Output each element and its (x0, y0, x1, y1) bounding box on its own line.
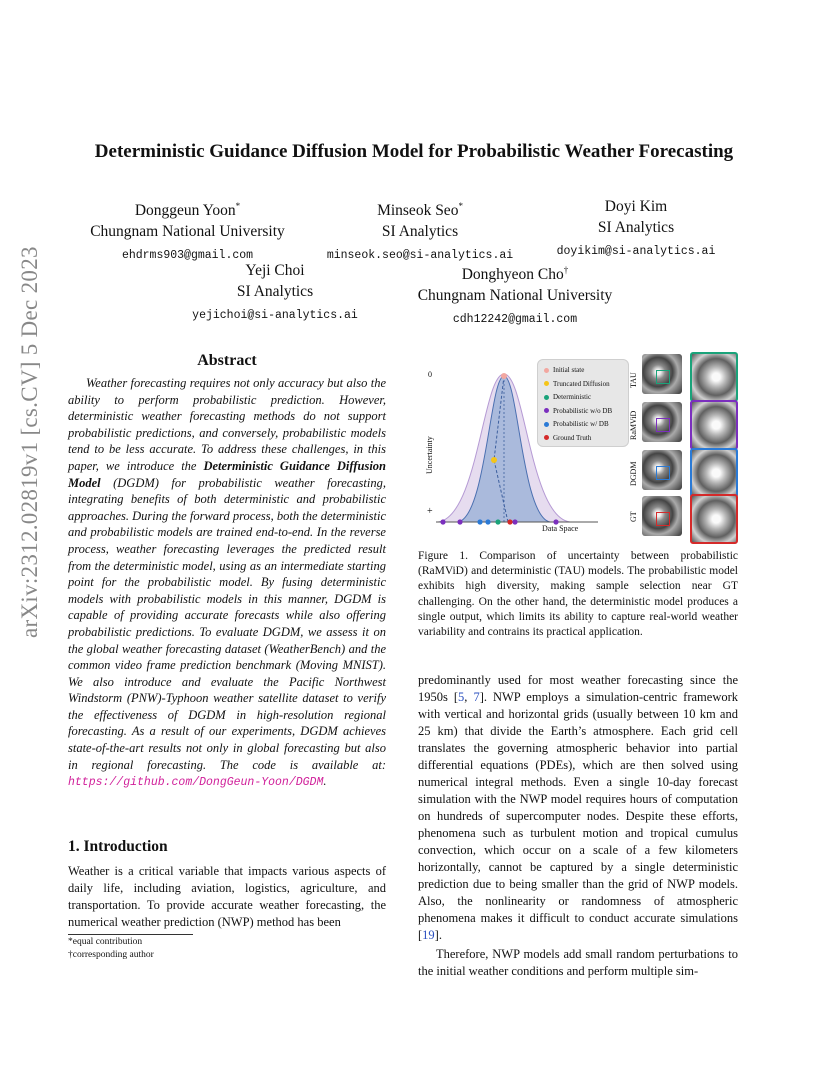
abstract-text (68, 375, 386, 792)
roi-box (656, 370, 670, 384)
intro-text: Weather is a critical variable that impacts various aspects of daily life, including aviation, logistics, agriculture, and transportation. To provide accurate weather forecasting, the numerical weather prediction (NWP) method has been (68, 864, 386, 929)
legend-item (544, 391, 628, 405)
ground-truth-point (507, 519, 512, 524)
author-2 (310, 196, 530, 266)
author-5 (405, 260, 625, 330)
deterministic-point (495, 519, 500, 524)
text-run: ]. (434, 928, 442, 942)
thumb-tau-2 (690, 352, 738, 402)
y-top-label: 0 (428, 370, 432, 379)
thumb-dgdm-2 (690, 448, 738, 498)
footnote: †corresponding author (68, 950, 154, 960)
text-run: predominantly used for most weather forecasting since the 1950s [ (418, 673, 738, 704)
abstract-heading: Abstract (197, 352, 257, 369)
author-1 (80, 196, 295, 266)
section-heading: 1. Introduction (68, 838, 168, 855)
author-affil: SI Analytics (597, 219, 675, 236)
legend-label: Probabilistic w/ DB (553, 420, 609, 428)
legend-label: Deterministic (553, 393, 592, 401)
author-email[interactable]: cdh12242@gmail.com (452, 313, 578, 327)
legend-item (544, 364, 628, 378)
author-name: Doyi Kim (604, 198, 668, 215)
legend-dot-icon (544, 422, 549, 427)
paragraph (418, 672, 738, 944)
author-3 (545, 196, 727, 262)
author-4 (170, 260, 380, 326)
author-email[interactable]: doyikim@si-analytics.ai (556, 245, 716, 258)
paragraph: Therefore, NWP models add small random perturbations to the initial weather conditions and perform multiple sim- (418, 947, 738, 978)
row-label-tau: TAU (629, 372, 638, 388)
x-axis-label: Data Space (542, 524, 579, 533)
legend-item (544, 432, 628, 446)
legend-item (544, 418, 628, 432)
author-name: Minseok Seo (377, 202, 459, 220)
citation-link[interactable]: 19 (422, 928, 435, 942)
author-affil: Chungnam National University (90, 223, 285, 241)
legend-item (544, 378, 628, 392)
author-email[interactable]: ehdrms903@gmail.com (121, 249, 254, 263)
author-affil: Chungnam National University (417, 287, 613, 305)
legend-dot-icon (544, 435, 549, 440)
legend-label: Truncated Diffusion (553, 379, 610, 388)
paper-title: Deterministic Guidance Diffusion Model for Probabilistic Weather Forecasting (94, 141, 734, 162)
abstract-part: (DGDM) for probabilistic weather forecasting, integrating benefits of both deterministic and probabilistic approaches. During the forward process, both the deterministic and probabilistic models are trained end-to-end. In the reverse process, weather forecasting leverages the predicted result from the deterministic model, using as an intermediate starting point for the probabilistic model. By fusing deterministic models with probabilistic models in this manner, DGDM is capable of providing accurate forecasts while also offering probabilistic predictions. To evaluate DGDM, we assess it on the global weather forecasting dataset (WeatherBench) and the common video frame prediction benchmark (Moving MNIST). We also introduce and evaluate the Pacific Northwest Windstorm (PNW)-Typhoon weather satellite dataset to verify the effectiveness of DGDM in high-resolution regional forecasting. As a result of our experiments, DGDM achieves state-of-the-art results not only in global forecasting but also in regional forecasting. The code is available at: (68, 475, 386, 772)
legend-dot-icon (544, 381, 549, 386)
figure-1 (418, 352, 740, 542)
abstract-end: . (323, 774, 327, 789)
roi-box (656, 418, 670, 432)
footnotes (68, 936, 386, 962)
arxiv-side-label: arXiv:2312.02819v1 [cs.CV] 5 Dec 2023 (17, 246, 42, 638)
author-affil: SI Analytics (381, 223, 459, 241)
roi-box (656, 512, 670, 526)
author-email[interactable]: minseok.seo@si-analytics.ai (326, 249, 514, 263)
author-affil: SI Analytics (236, 283, 314, 300)
legend-dot-icon (544, 368, 549, 373)
legend (537, 359, 629, 447)
author-name: Donggeun Yoon (134, 202, 236, 220)
prob-wo-db-point (457, 519, 462, 524)
author-name: Yeji Choi (245, 262, 305, 279)
row-label-ramvid: RaMViD (629, 410, 638, 440)
footnote-rule (68, 934, 193, 935)
citation-link[interactable]: 5 (458, 690, 465, 704)
legend-item (544, 405, 628, 419)
figure-caption: Figure 1. Comparison of uncertainty between probabilistic (RaMViD) and deterministic (TAU) models. The probabilistic model exhibits high diversity, making sample selection near GT challenging. On the other hand, the deterministic model produces a single output, which limits its ability to capture real-world weather variability and contrains its practical application. (418, 550, 738, 639)
legend-dot-icon (544, 395, 549, 400)
author-name: Donghyeon Cho (461, 266, 564, 284)
prob-w-db-point (477, 519, 482, 524)
prob-wo-db-point (440, 519, 445, 524)
legend-label: Ground Truth (553, 433, 592, 442)
thumb-gt-2 (690, 494, 738, 544)
legend-label: Initial state (553, 366, 585, 374)
prob-wo-db-point (512, 519, 517, 524)
text-run: ]. NWP employs a simulation-centric framework with vertical and horizontal grids (usually between 10 km and 25 km) that divide the Earth’s atmosphere. Each grid cell translates the governing atmospheric behavior into partial differential equations (PDEs), which are then solved using numerical integral methods. Even a single 10-day forecast simulation with the NWP model requires hours of computation on hundreds of supercomputer nodes. Despite these efforts, phenomena such as turbulent motion and tropical cumulus convection, which occur on a scale of a few kilometers horizontally, cannot be captured by a single deterministic prediction due to being smaller than the grid of NWP models. Also, the nonlinearity or randomness of atmospheric phenomena makes it difficult to conduct accurate simulations [ (418, 690, 739, 942)
roi-box (656, 466, 670, 480)
citation-link[interactable]: 7 (473, 690, 480, 704)
code-link[interactable]: https://github.com/DongGeun-Yoon/DGDM (68, 776, 324, 790)
row-label-dgdm: DGDM (629, 461, 638, 486)
abstract-part: Weather forecasting requires not only accuracy but also the ability to perform probabilistic prediction. However, deterministic weather forecasting methods do not support probabilistic predictions, and conversely, probabilistic models tend to be less accurate. To address these challenges, in this paper, we introduce the (68, 376, 386, 473)
author-mark: * (235, 201, 241, 211)
initial-state-point (501, 373, 507, 379)
footnote: *equal contribution (68, 937, 143, 947)
y-axis-label: Uncertainty (425, 436, 434, 474)
row-label-gt: GT (629, 511, 638, 522)
author-mark: * (458, 201, 463, 211)
truncated-diffusion-point (491, 457, 497, 463)
y-bottom-label: + (427, 506, 433, 517)
author-mark: † (563, 265, 569, 275)
model-name: Deterministic Guidance Diffusion Model (68, 458, 386, 490)
text-run: , (464, 690, 474, 704)
legend-label: Probabilistic w/o DB (553, 406, 613, 415)
prob-w-db-point (485, 519, 490, 524)
author-email[interactable]: yejichoi@si-analytics.ai (192, 309, 358, 322)
thumb-ramvid-2 (690, 400, 738, 450)
legend-dot-icon (544, 408, 549, 413)
column-2-text (418, 672, 738, 980)
